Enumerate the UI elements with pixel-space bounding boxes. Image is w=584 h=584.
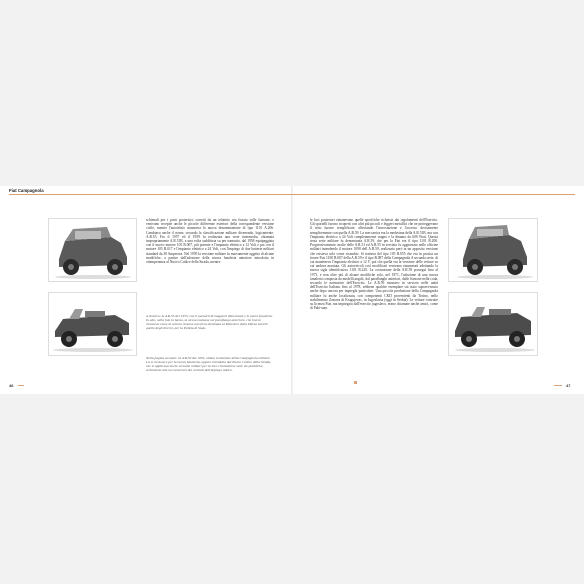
left-body-text xyxy=(146,218,274,314)
left-page-number: 46 xyxy=(9,383,14,388)
section-label: Fiat Campagnola xyxy=(9,188,44,193)
jeep-open-photo xyxy=(49,293,136,355)
photo-ar59-open xyxy=(448,292,538,356)
right-body-text xyxy=(310,218,438,386)
photo-ar59-front xyxy=(448,218,538,282)
left-footer-rule xyxy=(18,385,24,386)
jeep-side-photo xyxy=(49,219,136,281)
photo-ar55-open xyxy=(48,292,137,356)
jeep-front-photo xyxy=(449,219,537,281)
right-page-number: 47 xyxy=(566,383,571,388)
jeep-open-rear-photo xyxy=(449,293,537,355)
book-gutter xyxy=(291,186,293,394)
left-caption-bottom: Nella pagina accanto: la A.R.59 del 1959, ultima evoluzione della Campagnola militare. La si riconosce per la nuova fanaleria, oppure introdotta dal Nuovo Codice della Strada, che si applicava anche ai mezzi militari per la loro circolazione sulle vie pubbliche, seriamente alle luci anteriori dei centrali dell'impiego tattico. xyxy=(146,356,272,373)
left-column-paragraph: schienali per i posti posteriori; sorretti da un telaietto ora fissato sulle fiancate, e venivano recepite anche le piccole differenze esteriori della corrispondente versione civile, mentre l'autotelaio assumeva la nuova denominazione di tipo 1101 A.206. Cambiava anche il nome, secondo la classificazione militare divenendo, logicamente, A.R.55. Fra il 1957 ed il 1959 fu realizzata una serie intermedia, chiamata impropriamente A.R.51B, a una volta sudditizia su per tramutto, dal 1958 equipaggiata con il nuovo motore 105 B.007, più potente e l'impianto elettrico a 12 Volt e poi con il motore 105 B.017 e l'impianto elettrico a 24 Volt, con l'impiego di due batterie militari standard da 38 Amperora. Nel 1959 la versione militare fu nuovamente oggetto di alcune modifiche, a partire dall'adozione della nuova fanaleria anteriore introdotta in ottemperanza al Nuovo Codice della Strada, mentre xyxy=(146,218,274,265)
right-footer-rule xyxy=(554,385,562,386)
photo-ar55-side xyxy=(48,218,137,282)
book-spread xyxy=(0,186,584,394)
header-rule xyxy=(9,194,575,195)
left-caption-top: A sinistra: la A.R.55 del 1955, con il paraurti di maggiori dimensioni e le nuove fanaleria. In alto, nella foto in basso, la stessa montava sul paraflango anteriore, che invece rimaneva come la vettura rimesse non fosse destinata al Ministero della Difesa benché quelle degli Interni, per la Polizia di Stato. xyxy=(146,314,273,331)
right-column-paragraph: le luci posteriori rimanevano quelle specifiche richieste dai regolamenti dell'Esercito. Gli sportelli furono ricoperti con altri più piccoli e leggeri metallici che ne proteggevano il tetto furono semplificate, alleviando l'incrostazione e l'accesso decisamente semplicemente con quella A.R.59. La meccanica era la medesima della A.R.51B, ma con l'impianto elettrico a 24 Volt completamente stagno e la dinamo da 600 Watt. Questa terza serie militare fu denominata A.R.59, che per la Fiat era il tipo 1101 B.200. Progressivamente, molte delle A.R.51 ed A.R.55 in servizio fu aggiornato nelle officine militari intendendo il motore 1098 dell A.R.59, realizzato però in un apposito versione che esisteva solo come ricambio. Si trattava del tipo 105 B.055 che era in pratica un fronte Fiat 1100 B.007 della A.R.59 e il tipo B.087 della Campagnola A seconda serie, di cui manteneva l'impianto elettrico a 12 V, poi che quella era la versione delle vetture su cui andava montata. Gli autoveicoli così modificati venivano rinumerati adottando la nuova sigla identificativa 1101 B.220. La costruzione della A.R.59 proseguì fino al 1973, e non oltre più di alcune modifiche solo, nel 1971, l'adozione di una nuova fanaleria composta da modelli angoli, dal paraflanghi anteriori, dalle fiancate nella coda, secondo le normative dell'Esercito. Le A.R.59 rimasero in servizio nelle unità dell'Esercito Italiano fino al 1978, sebbene qualche esemplare sia stato sopravvissuto anche dopo ancora per impieghi particolari. Una piccola produzione della Campagnola militare fu anche localizzata, con componenti CKD provenienti da Torino, nello stabilimento Zastava di Kragujevac, in Jugoslavia (oggi in Serbia). Le vetture costruite su licenza Fiat, ma impiegata dall'esercito jugoslavo, erano chiamate anche amici, come di Paki-stan. xyxy=(310,218,438,311)
end-of-text-marker xyxy=(354,381,357,384)
